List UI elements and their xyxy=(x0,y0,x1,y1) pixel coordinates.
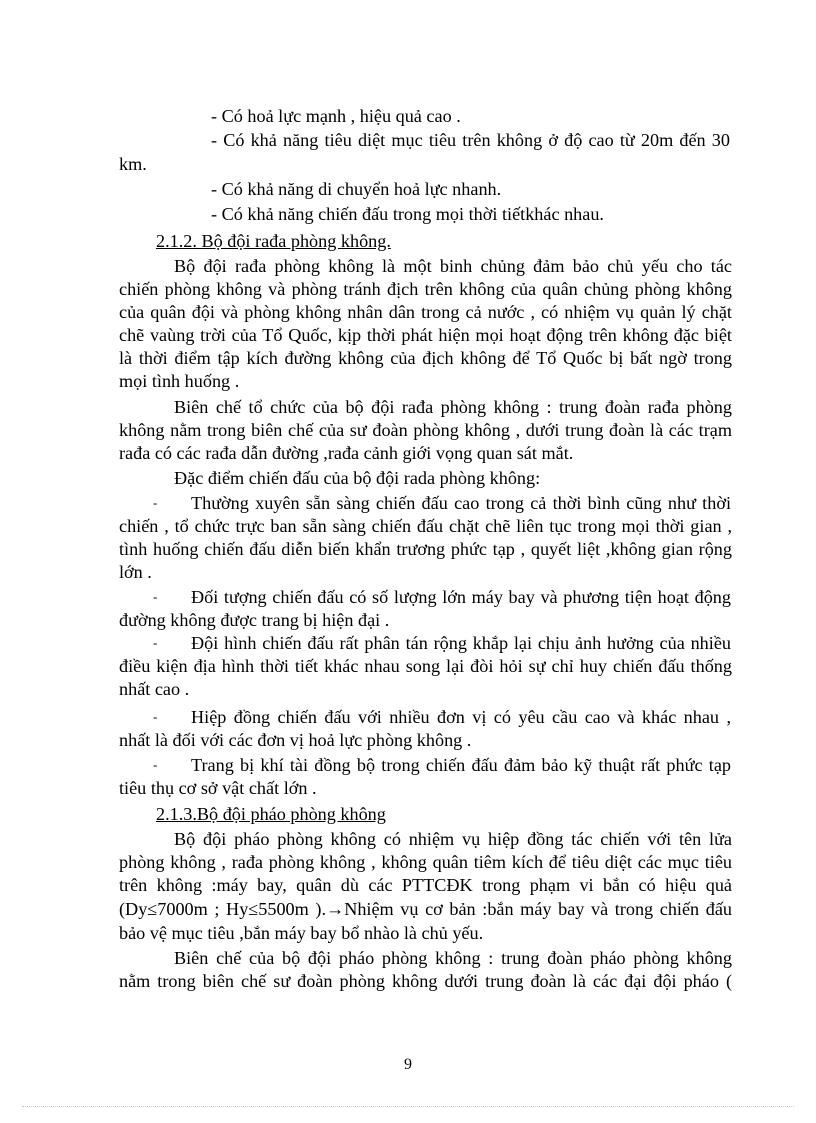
text-line: mọi tình huống . xyxy=(119,371,240,391)
list-bullet: - xyxy=(153,635,158,650)
text-line: nhất cao . xyxy=(119,679,190,699)
text-line: Trang bị khí tài đồng bộ trong chiến đấu đảm bảo kỹ thuật rất phức tạp xyxy=(191,755,731,775)
text-line: chẽ vaùng trời của Tổ Quốc, kịp thời phát hiện mọi hoạt động trên không đặc biệt xyxy=(119,325,732,345)
list-bullet: - xyxy=(153,709,158,724)
text-line: - Có hoả lực mạnh , hiệu quả cao . xyxy=(211,106,461,126)
page-bottom-divider xyxy=(22,1106,794,1107)
text-line: Thường xuyên sẵn sàng chiến đấu cao trong cả thời bình cũng như thời xyxy=(191,493,731,513)
text-line: lớn . xyxy=(119,562,152,582)
text-line: tiêu thụ cơ sở vật chất lớn . xyxy=(119,778,317,798)
text-line: không nằm trong biên chế của sư đoàn phòng không , dưới trung đoàn là các trạm xyxy=(119,420,732,440)
text-line: Bộ đội rađa phòng không là một binh chủng đảm bảo chủ yếu cho tác xyxy=(174,256,732,276)
text-line: rađa có các rađa dẫn đường ,rađa cảnh giới vọng quan sát mắt. xyxy=(119,443,574,463)
text-line: - Có khả năng tiêu diệt mục tiêu trên không ở độ cao từ 20m đến 30 xyxy=(211,130,730,150)
text-line: tình huống chiến đấu diễn biến khẩn trương phức tạp , quyết liệt ,không gian rộng xyxy=(119,539,732,559)
page-number: 9 xyxy=(404,1056,412,1073)
text-line: Đối tượng chiến đấu có số lượng lớn máy bay và phương tiện hoạt động xyxy=(191,587,731,607)
list-bullet: - xyxy=(153,495,158,510)
text-line: Đội hình chiến đấu rất phân tán rộng khắp lại chịu ảnh hưởng của nhiều xyxy=(191,633,731,653)
text-line: - Có khả năng di chuyển hoả lực nhanh. xyxy=(211,179,502,199)
text-line: (Dy≤7000m ; Hy≤5500m ).→Nhiệm vụ cơ bản :bắn máy bay và trong chiến đấu xyxy=(119,899,732,919)
text-line: Bộ đội pháo phòng không có nhiệm vụ hiệp đồng tác chiến với tên lửa xyxy=(174,829,732,849)
section-heading-2-1-2: 2.1.2. Bộ đội rađa phòng không. xyxy=(156,231,391,251)
text-line: Hiệp đồng chiến đấu với nhiều đơn vị có yêu cầu cao và khác nhau , xyxy=(191,707,731,727)
text-line: của quân đội và phòng không nhân dân trong cả nước , có nhiệm vụ quản lý chặt xyxy=(119,302,732,322)
text-line: điều kiện địa hình thời tiết khác nhau song lại đòi hỏi sự chỉ huy chiến đấu thống xyxy=(119,656,732,676)
text-line: chiến phòng không và phòng tránh địch trên không của quân chủng phòng không xyxy=(119,279,732,299)
text-line: nhất là đối với các đơn vị hoả lực phòng không . xyxy=(119,730,472,750)
text-line: Biên chế của bộ đội pháo phòng không : trung đoàn pháo phòng không xyxy=(174,948,732,968)
text-line: trên không :máy bay, quân dù các PTTCĐK trong phạm vi bắn có hiệu quả xyxy=(119,875,732,895)
text-line: km. xyxy=(119,154,147,174)
list-bullet: - xyxy=(153,589,158,604)
text-line: - Có khả năng chiến đấu trong mọi thời tiếtkhác nhau. xyxy=(211,204,604,224)
section-heading-2-1-3: 2.1.3.Bộ đội pháo phòng không xyxy=(156,804,386,824)
text-line: phòng không , rađa phòng không , không quân tiêm kích để tiêu diệt các mục tiêu xyxy=(119,852,732,872)
text-line: Biên chế tổ chức của bộ đội rađa phòng không : trung đoàn rađa phòng xyxy=(174,397,732,417)
text-line: bảo vệ mục tiêu ,bắn máy bay bổ nhào là chủ yếu. xyxy=(119,923,484,943)
text-line: nằm trong biên chế sư đoàn phòng không dưới trung đoàn là các đại đội pháo ( xyxy=(119,971,732,991)
text-line: Đặc điểm chiến đấu của bộ đội rada phòng không: xyxy=(174,468,541,488)
list-bullet: - xyxy=(153,757,158,772)
text-line: chiến , tổ chức trực ban sẵn sàng chiến đấu chặt chẽ liên tục trong mọi thời gian , xyxy=(119,516,732,536)
text-line: đường không được trang bị hiện đại . xyxy=(119,610,390,630)
text-line: là thời điểm tập kích đường không của địch không để Tổ Quốc bị bất ngờ trong xyxy=(119,348,732,368)
